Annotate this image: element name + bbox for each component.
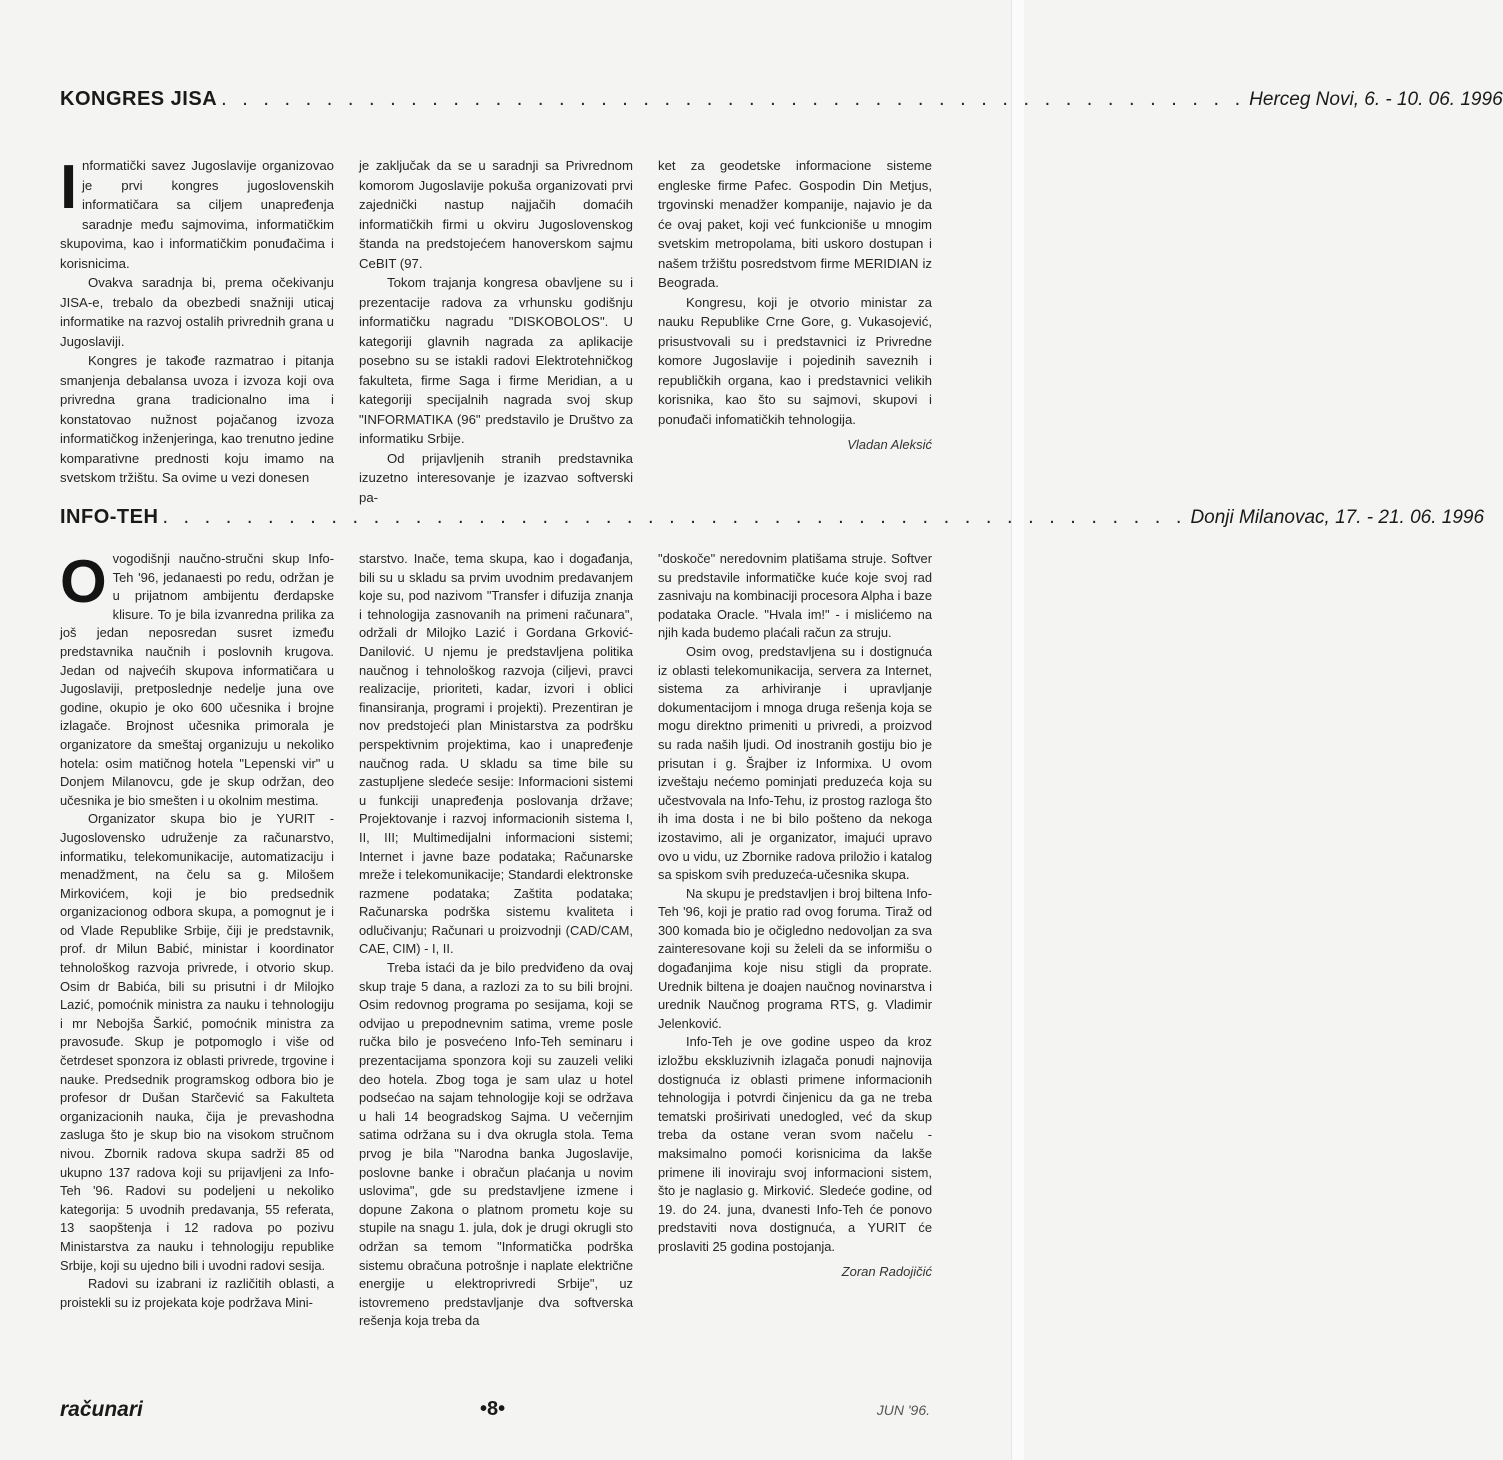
paragraph: starstvo. Inače, tema skupa, kao i događanja, bili su u skladu sa prvim uvodnim predavanjem koje su, pod nazivom "Transfer i difuzija znanja i tehnologija zasnovanih na primeni računara", održali dr Milojko Lazić i Gordana Grković-Danilović. U njemu je predstavljena politika naučnog i tehnološkog razvoja (ciljevi, pravci realizacije, prioriteti, kadar, izvori i oblici finansiranja, programi i projekti). Prezentiran je nov predstojeći plan Ministarstva za podršku perspektivnim projektima, kao i unapređenje naučnog rada. U skladu sa time bile su zastupljene sledeće sesije: Informacioni sistemi u funkciji unapređenja poslovanja države; Projektovanje i razvoj informacionih sistema I, II, III; Multimedijalni informacioni sistemi; Internet i javne baze podataka; Računarske mreže i telekomunikacije; Standardi elektronske razmene podataka; Zaštita podataka; Računarska podrška sistemu kvaliteta i odlučivanju; Računari u proizvodnji (CAD/CAM, CAE, CIM) - I, II. — [359, 551, 633, 957]
dot-leader: . . . . . . . . . . . . . . . . . . . . . . . . . . . . . . . . . . . . . . . . . . . . . . . . . — [221, 88, 1246, 110]
article2-column-3 — [658, 550, 932, 1331]
paragraph: Kongresu, koji je otvorio ministar za nauku Republike Crne Gore, g. Vukasojević, prisustvovali su i predstavnici iz Privredne komore Jugoslavije i pojedinih saveznih i republičkih organa, kao i predstavnici velikih korisnika, kao što su sajmovi, skupovi i ponuđači infomatičkih tehnologija. — [658, 294, 932, 427]
article2-body — [60, 550, 932, 1331]
issue-date: JUN '96. — [876, 1402, 930, 1418]
paragraph: Organizator skupa bio je YURIT - Jugoslovensko udruženje za računarstvo, informatiku, telekomunikacije, automatizaciju i menadžment, na čelu sa g. Milošem Mirkovićem, koji je bio predsednik organizacionog odbora skupa, a pomognut je i od Vlade Republike Srbije, čiji je predstavnik, prof. dr Milun Babić, ministar i koordinator tehnološkog razvoja privrede, i otvorio skup. Osim dr Babića, bili su prisutni i dr Milojko Lazić, pomoćnik ministra za nauku i tehnologiju i mr Nebojša Šarkić, pomoćnik ministra za pravosuđe. Skup je potpomoglo i više od četrdeset sponzora iz oblasti privrede, trgovine i nauke. Predsednik programskog odbora bio je profesor dr Dušan Starčević sa Fakulteta organizacionih nauka, čija je prevashodna zasluga što je skup bio na visokom stručnom nivou. Zbornik radova skupa sadrži 85 od ukupno 137 radova koji su prijavljeni za Info-Teh '96. Radovi su podeljeni u nekoliko kategorija: 5 uvodnih predavanja, 55 referata, 13 saopštenja i 12 radova po pozivu Ministarstva za nauku i tehnologiju republike Srbije, koji su ujedno bili i uvodni radovi sesija. — [60, 811, 334, 1273]
page-number: •8• — [480, 1398, 506, 1420]
article2-place-date: Donji Milanovac, 17. - 21. 06. 1996 — [1190, 507, 1485, 528]
paragraph: vogodišnji naučno-stručni skup Info-Teh '96, jedanaesti po redu, održan je u prijatnom ambijentu đerdapske klisure. To je bila izvanredna prilika za još jedan neposredan susret između predstavnika naučnih i poslovnih krugova. Jedan od najvećih skupova informatičara u Jugoslaviji, pretposlednje nedelje juna ove godine, okupio je oko 600 učesnika i brojne izlagače. Brojnost učesnika primorala je organizatore da smeštaj organizuju u nekoliko hotela: osim matičnog hotela "Lepenski vir" u Donjem Milanovcu, gde je skup održan, deo učesnika je bio smešten i u okolnim mestima. — [60, 551, 334, 808]
article1-column-1 — [60, 153, 334, 507]
magazine-name: računari — [60, 1398, 143, 1421]
article1-place-date: Herceg Novi, 6. - 10. 06. 1996 — [1249, 89, 1503, 110]
article1-signature: Vladan Aleksić — [847, 437, 932, 452]
article1-header — [60, 88, 1503, 112]
article1-column-3 — [658, 156, 932, 507]
paragraph: nformatički savez Jugoslavije organizovao je prvi kongres jugoslovenskih informatičara sa ciljem unapređenja saradnje među sajmovima, informatičkim skupovima, kao i informatičkim ponuđačima i korisnicima. — [60, 158, 334, 271]
article2-column-2 — [359, 550, 633, 1331]
paragraph: Treba istaći da je bilo predviđeno da ovaj skup traje 5 dana, a razlozi za to su bili brojni. Osim redovnog programa po sesijama, koji se odvijao u prepodnevnim satima, vreme posle ručka bilo je posvećeno Info-Teh seminaru i prezentacijama sponzora koji su zauzeli veliki deo hotela. Zbog toga je sam ulaz u hotel podsećao na sajam tehnologije koji se održava u hali 14 beogradskog Sajma. U večernjim satima održana su i dva okrugla stola. Tema prvog je bila "Narodna banka Jugoslavije, poslovne banke i obračun plaćanja u novim uslovima", gde su predstavljene izmene i dopune Zakona o platnom prometu koje su stupile na snagu 1. jula, dok je drugi okrugli sto održan sa temom "Informatička podrška sistemu obračuna potrošnje i naplate električne energije u elektroprivredi Srbije", uz istovremeno predstavljanje dva softverska rešenja koja treba da — [359, 960, 633, 1329]
paragraph: ket za geodetske informacione sisteme engleske firme Pafec. Gospodin Din Metjus, trgovinski menadžer kompanije, najavio je da će ovaj paket, koji već funkcioniše u mnogim svetskim metropolama, biti uskoro dostupan i našem tržištu posredstvom firme MERIDIAN iz Beograda. — [658, 158, 932, 290]
page-edge — [1011, 0, 1024, 1460]
article1-title: KONGRES JISA — [60, 88, 218, 110]
dot-leader: . . . . . . . . . . . . . . . . . . . . . . . . . . . . . . . . . . . . . . . . . . . . . . . . . — [162, 506, 1187, 528]
article2-column-1 — [60, 550, 334, 1331]
article1-dropcap: I — [60, 153, 78, 222]
article2-title: INFO-TEH — [60, 506, 159, 528]
paragraph: Tokom trajanja kongresa obavljene su i prezentacije radova za vrhunsku godišnju informatičku nagradu "DISKOBOLOS". U kategoriji glavnih nagrada za aplikacije posebno su se istakli radovi Elektrotehničkog fakulteta, firme Saga i firme Meridian, a u kategoriji specijalnih nagrada svoj skup "INFORMATIKA (96" predstavilo je Društvo za informatiku Srbije. — [359, 275, 633, 446]
paragraph: Kongres je takođe razmatrao i pitanja smanjenja debalansa uvoza i izvoza koji ova privredna grana tradicionalno ima i konstatovao nužnost pojačanog izvoza informatičkog inženjeringa, kao trenutno jedine komparativne prednosti koju imamo na svetskom tržištu. Sa ovime u vezi donesen — [60, 353, 334, 485]
paragraph: Na skupu je predstavljen i broj biltena Info-Teh '96, koji je pratio rad ovog foruma. Tiraž od 300 komada bio je očigledno nedovoljan za sva zainteresovane koji su želeli da se informišu o događanjima koje nisu stigli da proprate. Urednik biltena je doajen naučnog novinarstva i urednik Naučnog programa RTS, g. Vladimir Jelenković. — [658, 885, 932, 1031]
article2-header — [60, 506, 1485, 530]
paragraph: je zaključak da se u saradnji sa Privrednom komorom Jugoslavije pokuša organizovati prvi zajednički nastup najjačih domaćih informatičkih firmi u okviru Jugoslovenskog štanda na predstojećem hanoverskom sajmu CeBIT (97. — [359, 158, 633, 271]
paragraph: Radovi su izabrani iz različitih oblasti, a proistekli su iz projekata koje podržava Mini- — [60, 1276, 334, 1310]
paragraph: Ovakva saradnja bi, prema očekivanju JISA-e, trebalo da obezbedi snažniji uticaj informatike na razvoj ostalih privrednih grana u Jugoslaviji. — [60, 275, 334, 349]
article1-body — [60, 153, 932, 507]
article2-signature: Zoran Radojičić — [841, 1263, 932, 1279]
article1-column-2 — [359, 156, 633, 507]
article2-dropcap: O — [60, 548, 107, 615]
paragraph: Info-Teh je ove godine uspeo da kroz izložbu ekskluzivnih izlagača ponudi najnovija dostignuća iz oblasti primene informacionih tehnologija i potvrdi činjenicu da ga ne treba tematski proširivati unedogled, već da skup treba da ostane veran svom načelu - maksimalno pomoći korisnicima da lakše primene ili inoviraju svoj informacioni sistem, što je naglasio g. Mirković. Sledeće godine, od 19. do 24. juna, dvanesti Info-Teh će ponovo predstaviti nova dostignuća, a YURIT će proslaviti 25 godina postojanja. — [658, 1034, 932, 1254]
paragraph: Osim ovog, predstavljena su i dostignuća iz oblasti telekomunikacija, servera za Internet, sistema za arhiviranje i upravljanje dokumentacijom i mnoga druga rešenja koja se mogu direktno primeniti u privredi, a proizvod su rada naših ljudi. Od inostranih gostiju bio je prisutan i g. Šrajber iz Informixa. U ovom izveštaju nećemo pominjati preduzeća koja su učestvovala na Info-Tehu, iz prostog razloga što ih ima dosta i ne bi bilo pošteno da nekoga izostavimo, ali je organizator, imajući upravo ovo u vidu, uz Zbornike radova priložio i katalog sa spiskom svih preduzeća-učesnika skupa. — [658, 643, 932, 883]
paragraph: Od prijavljenih stranih predstavnika izuzetno interesovanje je izazvao softverski pa- — [359, 450, 633, 505]
paragraph: "doskoče" neredovnim platišama struje. Softver su predstavile informatičke kuće koje svoj rad zasnivaju na kombinaciji procesora Alpha i baze podataka Oracle. "Hvala im!" - i mislićemo na njih kada budemo plaćali račun za struju. — [658, 551, 932, 641]
